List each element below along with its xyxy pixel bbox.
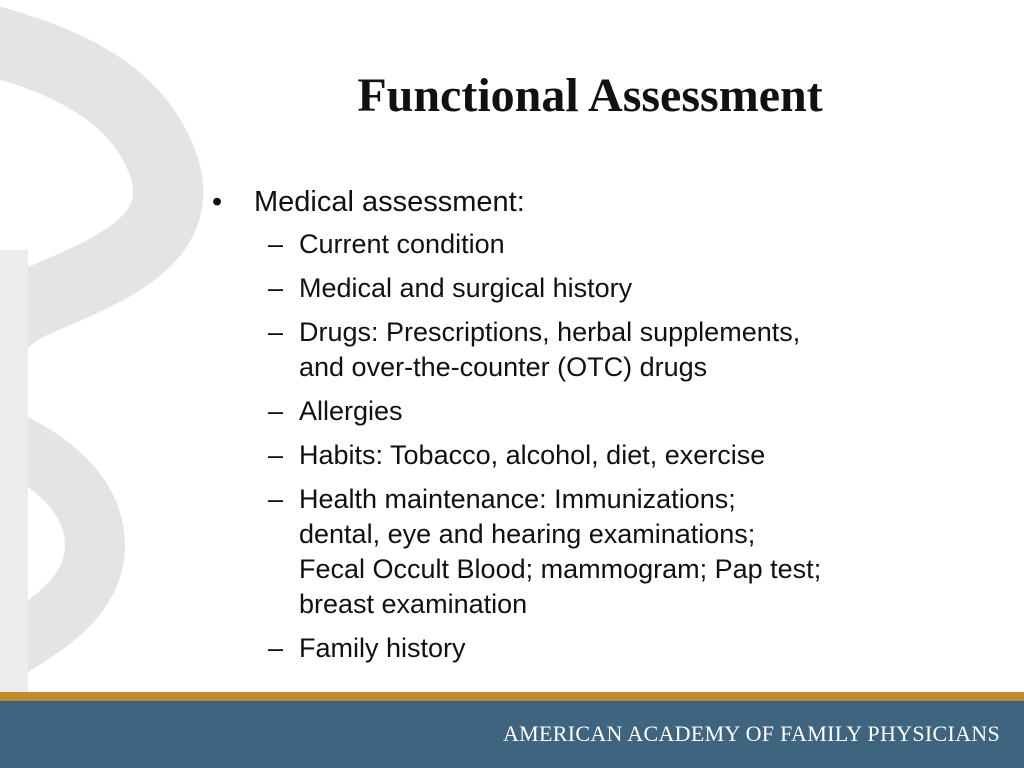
- sub-bullet-medical-surgical-history: [212, 271, 1002, 306]
- sub-bullet-health-maintenance: [212, 482, 1002, 622]
- sub-bullet-marker: –: [268, 317, 284, 347]
- footer-organization-name: AMERICAN ACADEMY OF FAMILY PHYSICIANS: [502, 721, 1000, 746]
- sub-bullet-line: Medical and surgical history: [299, 273, 633, 303]
- footer-accent-bar: [0, 692, 1024, 701]
- sub-bullet-marker: –: [268, 273, 284, 303]
- footer-bar: [0, 701, 1024, 768]
- bullet-item-medical-assessment: [212, 184, 1002, 220]
- sub-bullet-line: Drugs: Prescriptions, herbal supplements,: [299, 317, 801, 347]
- sub-bullet-line: and over-the-counter (OTC) drugs: [299, 352, 708, 382]
- sub-bullet-line: breast examination: [299, 589, 528, 619]
- sub-bullet-family-history: [212, 631, 1002, 666]
- sub-bullet-line: Allergies: [299, 396, 403, 426]
- sub-bullet-list: [212, 227, 1002, 666]
- sub-bullet-marker: –: [268, 633, 284, 663]
- sub-bullet-allergies: [212, 394, 1002, 429]
- slide-title: Functional Assessment: [357, 69, 823, 122]
- bullet-label: Medical assessment:: [254, 186, 525, 218]
- sub-bullet-drugs: [212, 315, 1002, 385]
- sub-bullet-line: dental, eye and hearing examinations;: [299, 519, 756, 549]
- sub-bullet-marker: –: [268, 484, 284, 514]
- sub-bullet-marker: –: [268, 229, 284, 259]
- bullet-list: [212, 184, 1002, 675]
- sub-bullet-line: Family history: [299, 633, 466, 663]
- sub-bullet-current-condition: [212, 227, 1002, 262]
- sub-bullet-line: Health maintenance: Immunizations;: [299, 484, 736, 514]
- bullet-marker: •: [212, 186, 223, 218]
- sub-bullet-line: Habits: Tobacco, alcohol, diet, exercise: [299, 440, 766, 470]
- sub-bullet-line: Fecal Occult Blood; mammogram; Pap test;: [299, 554, 822, 584]
- sub-bullet-marker: –: [268, 440, 284, 470]
- sub-bullet-habits: [212, 438, 1002, 473]
- sub-bullet-marker: –: [268, 396, 284, 426]
- sub-bullet-line: Current condition: [299, 229, 505, 259]
